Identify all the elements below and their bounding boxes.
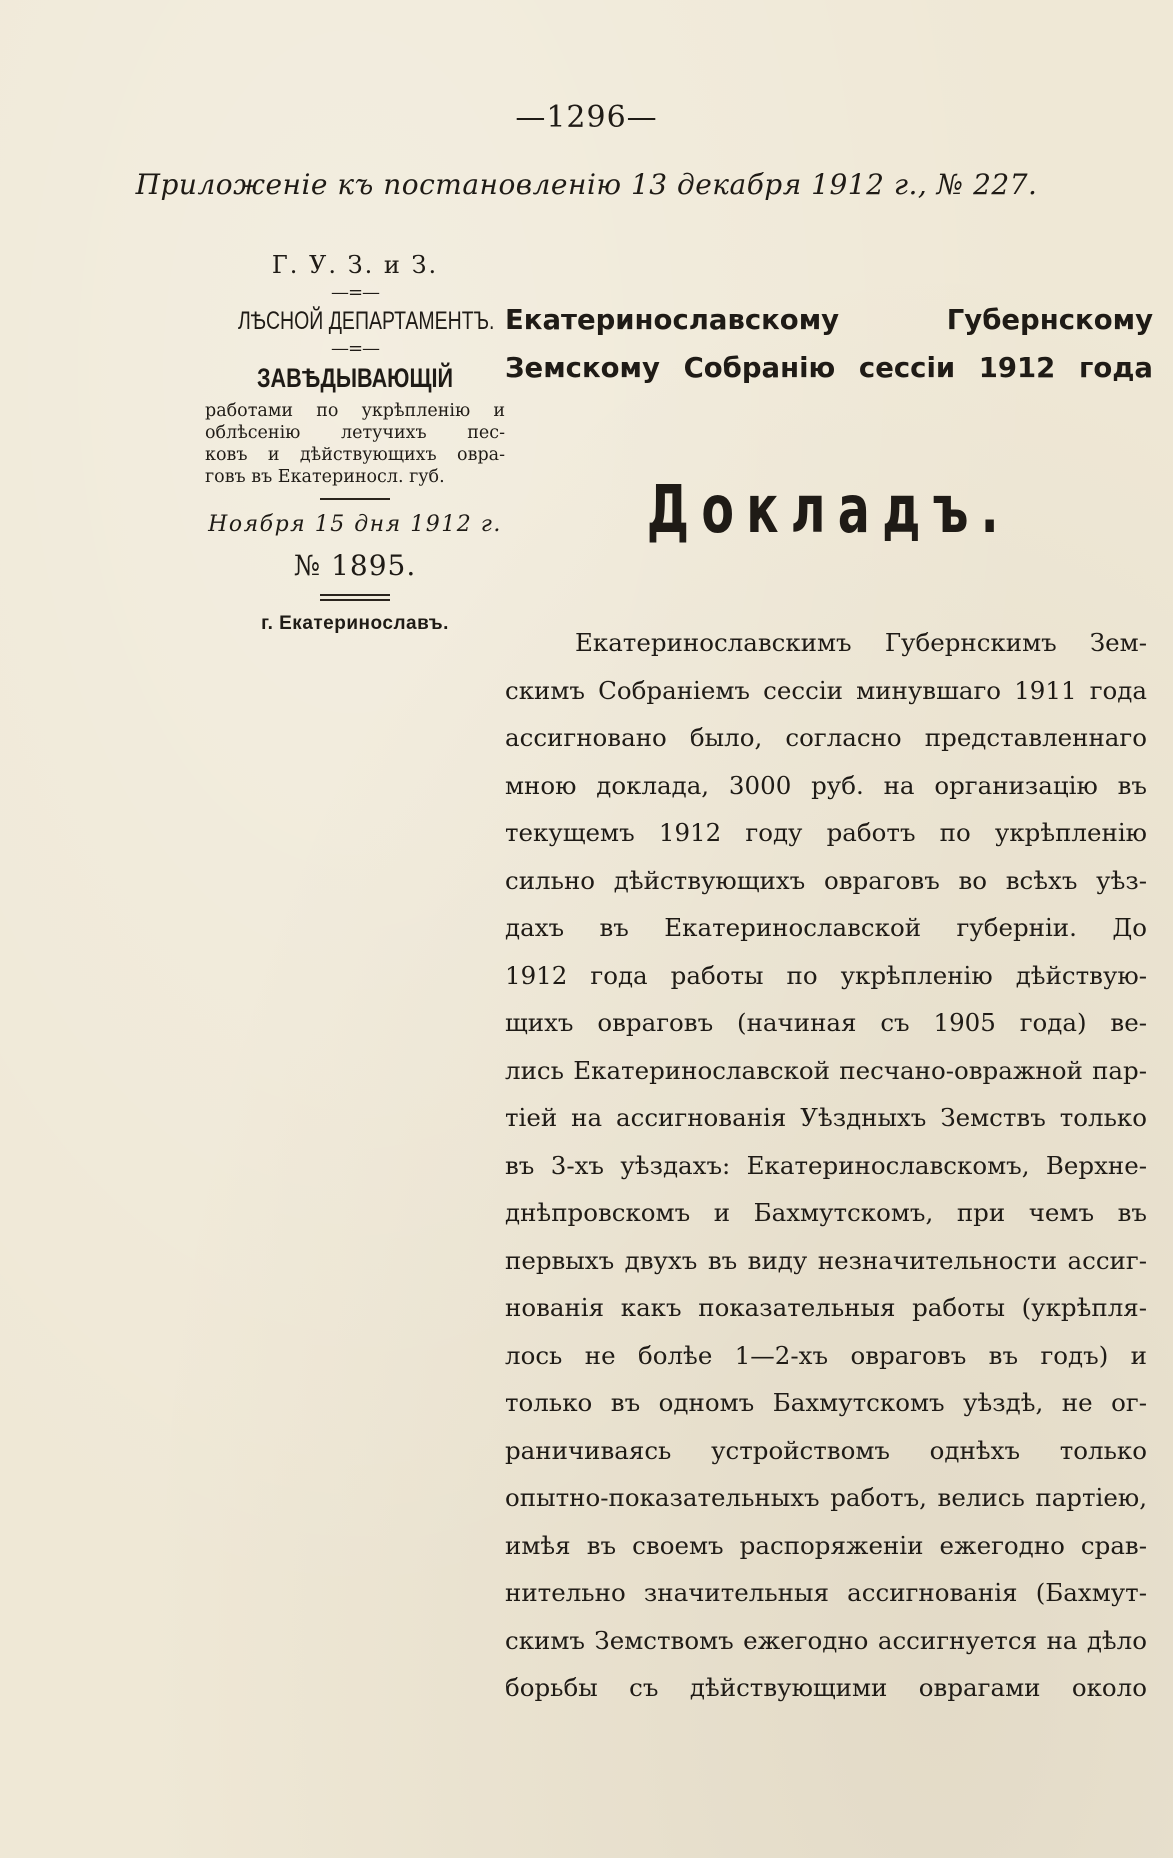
sender-duties [205, 400, 505, 488]
sender-manager: ЗАВѢДЫВАЮЩІЙ [257, 363, 453, 393]
document-title-text: Докладъ. [646, 471, 1012, 548]
appendix-note: Приложеніе къ постановленію 13 декабря 1912 г., № 227. [135, 168, 1038, 201]
body-line-6: сильно дѣйствующихъ овраговъ во всѣхъ уѣз- [505, 865, 1147, 895]
duties-line-3: ковъ и дѣйствующихъ овра- [205, 445, 505, 465]
divider-double [320, 594, 390, 601]
sender-block [205, 250, 505, 637]
body-line-3: ассигновано было, согласно представленнаго [505, 723, 1147, 752]
body-line-23: борьбы съ дѣйствующими оврагами около [505, 1673, 1147, 1702]
body-line-17: только въ одномъ Бахмутскомъ уѣздѣ, не ог- [505, 1388, 1147, 1417]
body-line-10: лись Екатеринославской песчано-овражной пар- [505, 1055, 1147, 1085]
body-line-4: мною доклада, 3000 руб. на организацію въ [505, 770, 1147, 800]
body-line-1: Екатеринославскимъ Губернскимъ Зем- [575, 628, 1147, 657]
body-line-22: скимъ Земствомъ ежегодно ассигнуется на дѣло [505, 1625, 1147, 1655]
body-line-8: 1912 года работы по укрѣпленію дѣйствую- [505, 960, 1147, 990]
body-line-21: нительно значительныя ассигнованія (Бахмут- [505, 1578, 1147, 1607]
body-line-14: первыхъ двухъ въ виду незначительности ассиг- [505, 1245, 1147, 1275]
body-line-20: имѣя въ своемъ распоряженіи ежегодно срав- [505, 1530, 1147, 1560]
addressee-line-1: Екатеринославскому Губернскому [505, 304, 1153, 336]
body-line-15: нованія какъ показательныя работы (укрѣпля- [505, 1293, 1147, 1322]
document-number: № 1895. [293, 549, 417, 582]
duties-line-4: говъ въ Екатериносл. губ. [205, 467, 445, 487]
body-line-13: днѣпровскомъ и Бахмутскомъ, при чемъ въ [505, 1198, 1147, 1227]
body-text [505, 619, 1147, 1712]
addressee-line-2: Земскому Собранію сессіи 1912 года [505, 352, 1153, 384]
body-line-11: тіей на ассигнованія Уѣздныхъ Земствъ только [505, 1103, 1147, 1132]
document-city: г. Екатеринославъ. [261, 613, 449, 634]
addressee-block [505, 296, 1153, 392]
body-line-12: въ 3-хъ уѣздахъ: Екатеринославскомъ, Верхне- [505, 1150, 1147, 1180]
duties-line-2: облѣсенію летучихъ пес- [205, 423, 505, 443]
body-line-2: скимъ Собраніемъ сессіи минувшаго 1911 года [505, 675, 1147, 705]
separator-1: —=— [330, 282, 380, 303]
sender-org: Г. У. З. и З. [271, 251, 439, 279]
body-line-19: опытно-показательныхъ работъ, велись партіею, [505, 1483, 1147, 1512]
duties-line-1: работами по укрѣпленію и [205, 401, 505, 421]
body-line-16: лось не болѣе 1—2-хъ овраговъ въ годъ) и [505, 1340, 1147, 1370]
document-date: Ноября 15 дня 1912 г. [208, 512, 502, 537]
sender-department: ЛѢСНОЙ ДЕПАРТАМЕНТЪ. [238, 307, 495, 335]
body-line-18: раничиваясь устройствомъ однѣхъ только [505, 1435, 1147, 1465]
separator-2: —=— [330, 338, 380, 359]
body-line-5: текущемъ 1912 году работъ по укрѣпленію [505, 818, 1147, 847]
body-line-9: щихъ овраговъ (начиная съ 1905 года) ве- [505, 1008, 1147, 1037]
body-line-7: дахъ въ Екатеринославской губерніи. До [505, 913, 1147, 942]
divider-single [320, 498, 390, 500]
page-number: —1296— [515, 100, 658, 135]
document-title [505, 470, 1153, 550]
